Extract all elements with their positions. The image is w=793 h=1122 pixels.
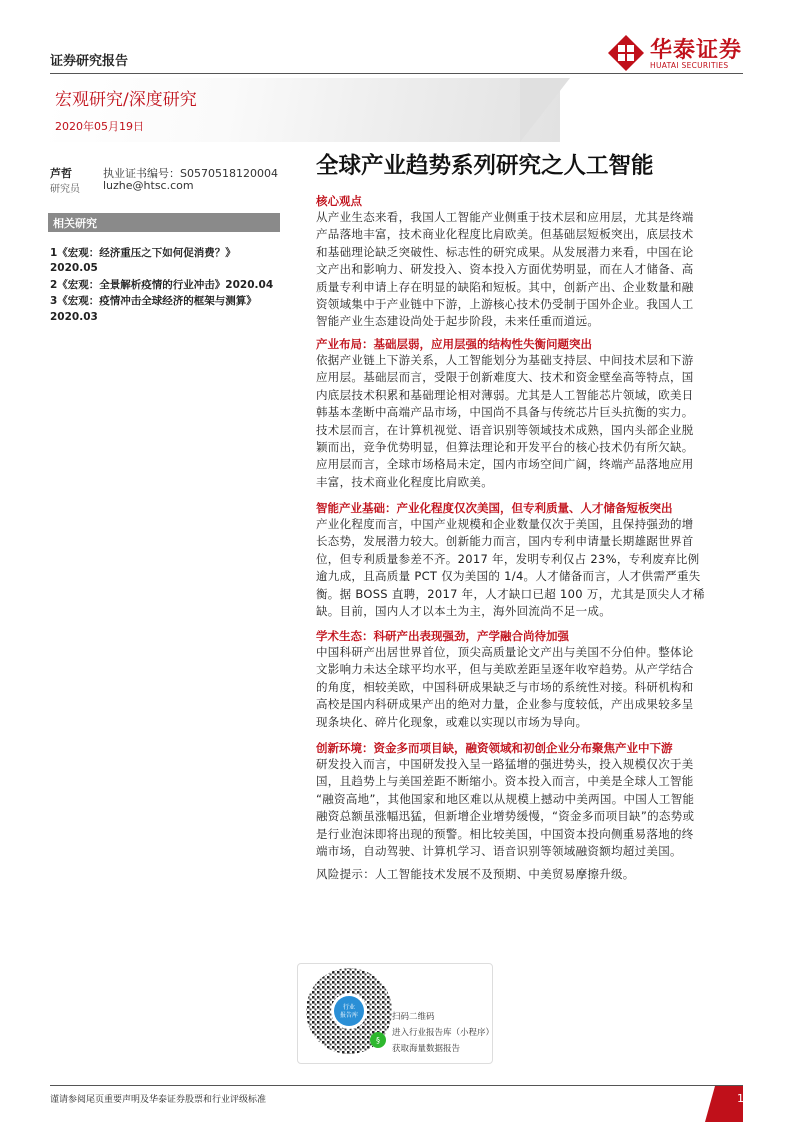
footer-disclaimer: 谨请参阅尾页重要声明及华泰证券股票和行业评级标准 [50,1095,267,1105]
huatai-logo-icon [606,33,646,73]
related-item-date: 2020.05 [50,262,98,274]
report-title: 全球产业趋势系列研究之人工智能 [316,153,654,179]
related-item-date: 2020.03 [50,311,98,323]
report-type: 证券研究报告 [50,54,129,69]
mini-program-icon: § [376,1036,380,1045]
section-title: 核心观点 [316,194,362,208]
related-item[interactable]: 2《宏观：全景解析疫情的行业冲击》2020.04 [50,279,274,291]
section-body: 产业化程度而言，中国产业规模和企业数量仅次于美国，且保持强劲的增 长态势，发展潜力较大。创新能力而言，国内专利申请量长期雄踞世界首 位，但专利质量参差不齐。2017 年，发明专利仅占 23%，专利废弃比例 逾九成，且高质量 PCT 仅为美国的 1/4。人才储备而言，人才供需严重失 衡。据 BOSS 直聘，2017 年，人才缺口已超 100 万，尤其是顶尖人才稀 缺。目前，国内人才以本土为主，海外回流尚不足一成。 [316,517,705,619]
related-research-title: 相关研究 [53,217,97,230]
logo-english: HUATAI SECURITIES [650,61,729,70]
risk-note: 风险提示：人工智能技术发展不及预期、中美贸易摩擦升级。 [316,867,635,881]
author-name: 芦哲 [50,167,72,180]
page-number: 1 [737,1092,744,1105]
related-item[interactable]: 1《宏观：经济重压之下如何促消费？》 [50,247,236,259]
qr-instruction: 进入行业报告库（小程序） [392,1028,495,1038]
report-date: 2020年05月19日 [55,120,144,133]
section-body: 从产业生态来看，我国人工智能产业侧重于技术层和应用层，尤其是终端 产品落地丰富，技术商业化程度比肩欧美。但基础层短板突出，底层技术 和基础理论缺乏突破性、标志性的研究成果。从发展潜力来看，中国在论 文产出和影响力、研发投入、资本投入方面优势明显，而在人才储备、高 质量专利申请上存在明显的缺陷和短板。其中，创新产出、企业数量和融 资领域集中于产业链中下游，上游核心技术仍受制于国外企业。我国人工 智能产业生态建设尚处于起步阶段，未来任重而道远。 [316,210,694,329]
header-divider [50,73,743,74]
section-body: 研发投入而言，中国研发投入呈一路猛增的强进势头，投入规模仅次于美 国，且趋势上与美国差距不断缩小。资本投入而言，中美是全球人工智能 “融资高地”，其他国家和地区难以从规模上撼动中美两国。中国人工智能 融资总额虽涨幅迅猛，但新增企业增势缓慢，“资金多而项目缺”的态势或 是行业泡沫即将出现的预警。相比较美国，中国资本投向侧重易落地的终 端市场，自动驾驶、计算机学习、语音识别等领域融资额均超过美国。 [316,757,695,859]
section-title: 产业布局：基础层弱，应用层强的结构性失衡问题突出 [316,337,592,351]
author-role: 研究员 [50,184,80,195]
qr-code-icon[interactable] [302,966,396,1056]
author-license: 执业证书编号：S0570518120004 [103,167,278,180]
qr-instruction: 获取海量数据报告 [392,1044,461,1054]
qr-center-label: 报告库 [339,1012,359,1019]
section-title: 学术生态：科研产出表现强劲，产学融合尚待加强 [316,629,569,643]
author-email[interactable]: luzhe@htsc.com [103,179,194,192]
footer-divider [50,1085,743,1086]
section-title: 智能产业基础：产业化程度仅次美国，但专利质量、人才储备短板突出 [316,501,673,515]
section-title: 创新环境：资金多而项目缺，融资领域和初创企业分布聚焦产业中下游 [316,741,673,755]
logo-text: 华泰证券 [650,38,743,63]
section-body: 依据产业链上下游关系，人工智能划分为基础支持层、中间技术层和下游 应用层。基础层而言，受限于创新难度大、技术和资金壁垒高等特点，国 内底层技术积累和基础理论相对薄弱。尤其是人工智能芯片领域，欧美日 韩基本垄断中高端产品市场，中国尚不具备与传统芯片巨头抗衡的实力。 技术层而言，在计算机视觉、语音识别等领域技术成熟，国内头部企业脱 颖而出，竞争优势明显，但算法理论和开发平台的核心技术仍有所欠缺。 应用层而言，全球市场格局未定，国内市场空间广阔，终端产品落地应用 丰富，技术商业化程度比肩欧美。 [316,353,694,489]
category-band-tip [520,78,570,142]
section-body: 中国科研产出居世界首位，顶尖高质量论文产出与美国不分伯仲。整体论 文影响力未达全球平均水平，但与美欧差距呈逐年收窄趋势。从产学结合 的角度，相较美欧，中国科研成果缺乏与市场的系统性对接。科研机构和 高校是国内科研成果产出的绝对力量，企业参与度较低，产出成果较多呈 现条块化、碎片化现象，或难以实现以市场为导向。 [316,645,694,729]
qr-instruction: 扫码二维码 [392,1012,435,1022]
qr-center-label: 行业 [342,1004,356,1011]
report-category: 宏观研究/深度研究 [55,90,197,110]
related-item[interactable]: 3《宏观：疫情冲击全球经济的框架与测算》 [50,295,257,307]
